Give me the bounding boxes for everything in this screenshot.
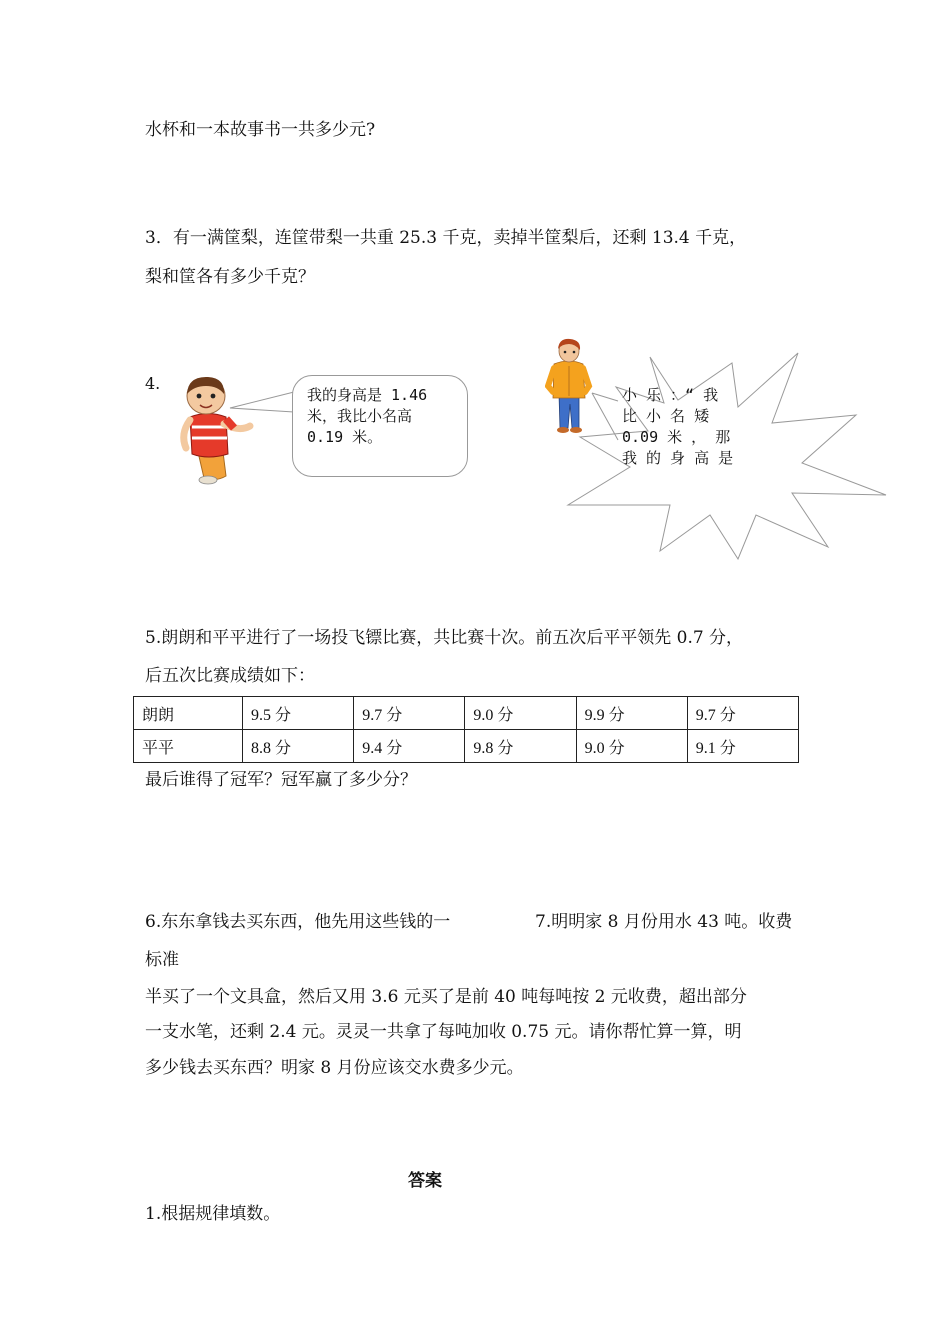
q3-line2: 梨和筐各有多少千克？ xyxy=(145,267,315,287)
table-row xyxy=(134,730,799,763)
q67-line3: 半买了一个文具盒，然后又用 3.6 元买了是前 40 吨每吨按 2 元收费，超出部分 xyxy=(145,987,747,1007)
table-cell: 9.8 分 xyxy=(465,730,576,763)
q5-line1: 5.朗朗和平平进行了一场投飞镖比赛，共比赛十次。前五次后平平领先 0.7 分， xyxy=(145,628,744,648)
boy-bubble-tail xyxy=(228,390,298,420)
table-cell: 9.4 分 xyxy=(354,730,465,763)
table-cell: 9.7 分 xyxy=(354,697,465,730)
table-cell: 9.0 分 xyxy=(576,730,687,763)
q3-line1: 3．有一满筐梨，连筐带梨一共重 25.3 千克，卖掉半筐梨后，还剩 13.4 千克， xyxy=(145,228,747,248)
table-cell: 9.5 分 xyxy=(243,697,354,730)
q67-line5: 多少钱去买东西？明家 8 月份应该交水费多少元。 xyxy=(145,1058,524,1078)
q67-line4: 一支水笔，还剩 2.4 元。灵灵一共拿了每吨加收 0.75 元。请你帮忙算一算，明 xyxy=(145,1022,742,1042)
xiaole-speech-text: 小 乐 ：“ 我 比 小 名 矮 0.09 米 ， 那 我 的 身 高 是 xyxy=(622,386,734,467)
xiaole-star-bubble xyxy=(560,345,920,560)
table-row xyxy=(134,697,799,730)
q6-line1: 6.东东拿钱去买东西，他先用这些钱的一 xyxy=(145,912,451,932)
answer-item-1: 1.根据规律填数。 xyxy=(145,1204,281,1224)
q5-line2: 后五次比赛成绩如下： xyxy=(145,666,315,686)
q2-tail-text: 水杯和一本故事书一共多少元? xyxy=(145,120,376,140)
table-cell: 9.0 分 xyxy=(465,697,576,730)
table-cell: 9.1 分 xyxy=(687,730,798,763)
table-cell: 9.7 分 xyxy=(687,697,798,730)
answer-heading: 答案 xyxy=(408,1171,442,1191)
scores-table xyxy=(133,696,799,763)
table-cell: 平平 xyxy=(134,730,243,763)
q4-number: 4. xyxy=(145,374,161,393)
q7-line2: 标准 xyxy=(145,950,179,970)
q7-line1: 7.明明家 8 月份用水 43 吨。收费 xyxy=(535,912,793,932)
boy-speech-text: 我的身高是 1.46 米，我比小名高 0.19 米。 xyxy=(307,386,428,446)
q5-question: 最后谁得了冠军？冠军赢了多少分？ xyxy=(145,770,417,790)
table-cell: 8.8 分 xyxy=(243,730,354,763)
table-cell: 9.9 分 xyxy=(576,697,687,730)
table-cell: 朗朗 xyxy=(134,697,243,730)
